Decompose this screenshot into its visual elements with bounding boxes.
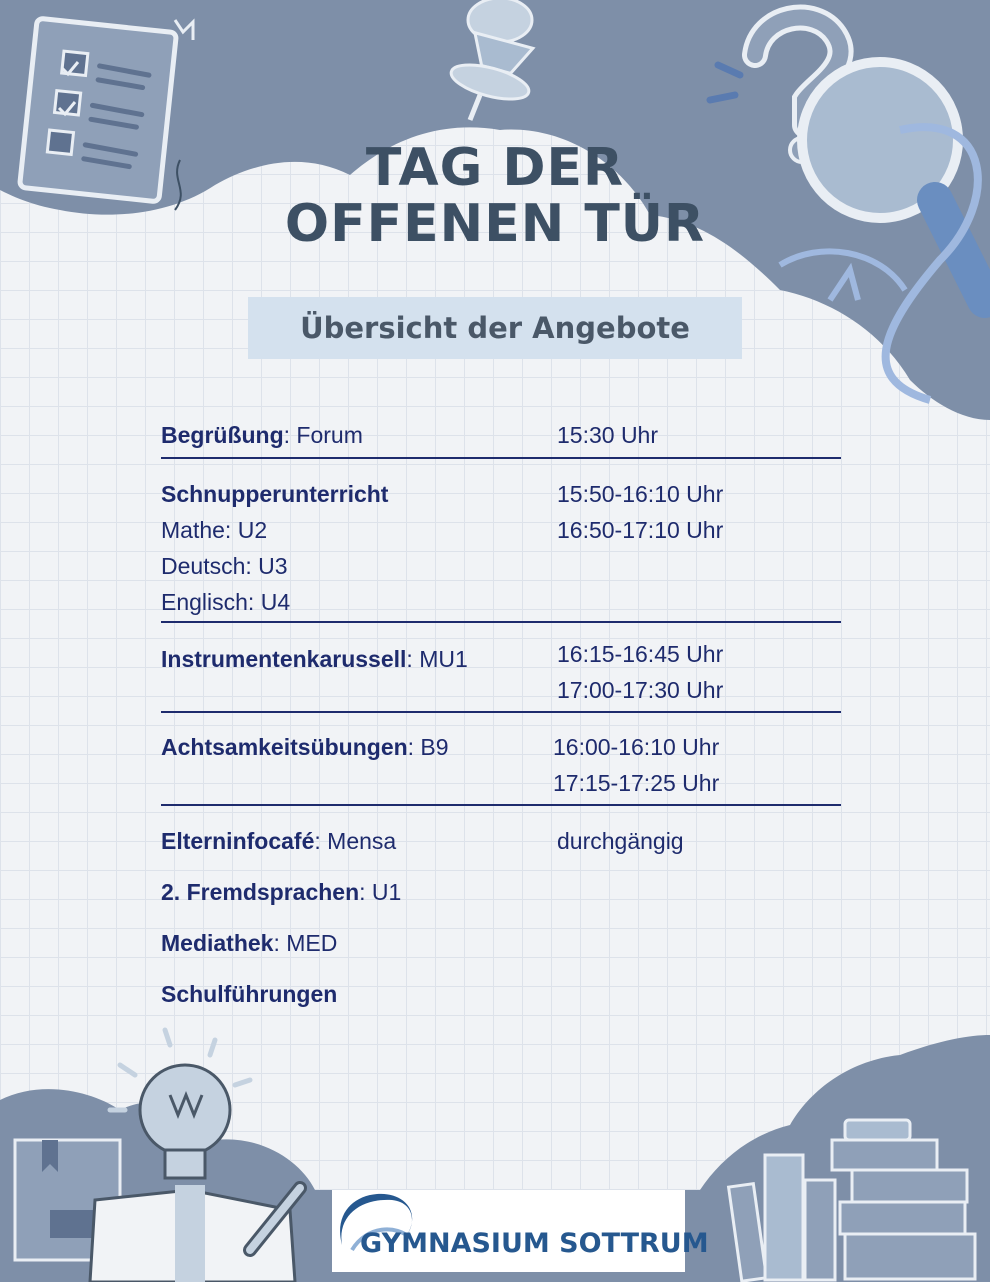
- offer-time: 17:15-17:25 Uhr: [553, 770, 720, 796]
- offer-name: Elterninfocafé: [161, 828, 315, 854]
- offer-name: 2. Fremdsprachen: [161, 879, 360, 905]
- offer-time: durchgängig: [557, 828, 684, 854]
- title-line-2: OFFENEN TÜR: [284, 194, 706, 254]
- offer-location: : MU1: [406, 646, 468, 672]
- offer-detail: Deutsch: U3: [161, 553, 288, 579]
- offer-location: : U1: [359, 879, 402, 905]
- offer-time: 16:50-17:10 Uhr: [557, 517, 724, 543]
- offer-detail: Englisch: U4: [161, 589, 291, 615]
- subtitle: Übersicht der Angebote: [300, 311, 690, 345]
- offer-time: 16:00-16:10 Uhr: [553, 734, 720, 760]
- offer-location: : MED: [273, 930, 338, 956]
- offer-name: Mediathek: [161, 930, 274, 956]
- logo-text: GYMNASIUM SOTTRUM: [360, 1228, 709, 1259]
- offer-location: : Forum: [283, 422, 363, 448]
- offer-name: Instrumentenkarussell: [161, 646, 407, 672]
- divider: [161, 711, 841, 713]
- divider: [161, 457, 841, 459]
- offer-name: Begrüßung: [161, 422, 284, 448]
- divider: [161, 621, 841, 623]
- offer-location: : Mensa: [314, 828, 397, 854]
- offer-name: Schnupperunterricht: [161, 481, 389, 507]
- offer-location: : B9: [407, 734, 449, 760]
- subtitle-box: [248, 297, 742, 359]
- title-line-1: TAG DER: [365, 138, 625, 198]
- offer-time: 16:15-16:45 Uhr: [557, 641, 724, 667]
- offer-time: 15:50-16:10 Uhr: [557, 481, 724, 507]
- page-title: [0, 140, 990, 252]
- offer-time: 17:00-17:30 Uhr: [557, 677, 724, 703]
- offer-name: Schulführungen: [161, 981, 338, 1007]
- offer-time: 15:30 Uhr: [557, 422, 659, 448]
- school-logo: [332, 1190, 709, 1272]
- offer-detail: Mathe: U2: [161, 517, 268, 543]
- offer-name: Achtsamkeitsübungen: [161, 734, 408, 760]
- divider: [161, 804, 841, 806]
